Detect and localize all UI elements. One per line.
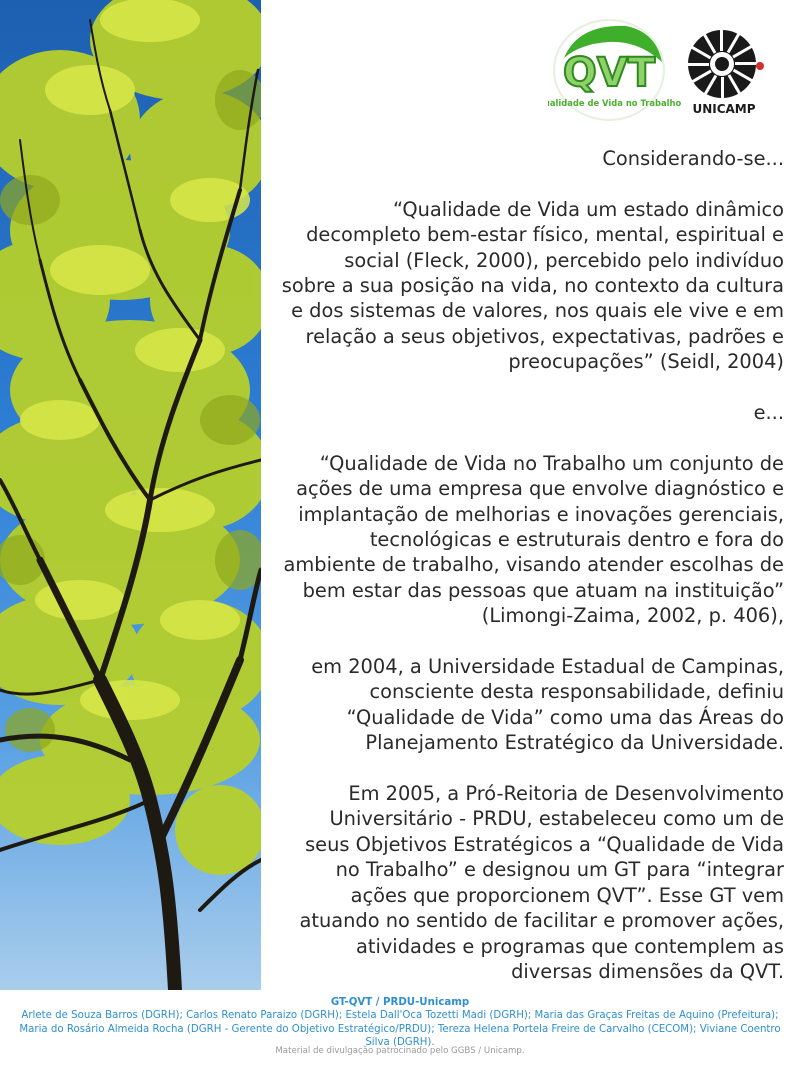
qvt-definition-paragraph: “Qualidade de Vida no Trabalho um conjunto de ações de uma empresa que envolve diagnóstico e implantação de melhorias e inovações gerenciais, tecnológicas e estruturais dentro e fora do ambiente de trabalho, visando atender escolhas de bem estar das pessoas que atuam na instituição” (Limongi-Zaima, 2002, p. 406), <box>283 451 784 628</box>
connector-paragraph: e... <box>753 401 784 425</box>
unicamp-label: UNICAMP <box>692 102 756 116</box>
credits <box>0 996 800 1050</box>
prdu-2005-paragraph: Em 2005, a Pró-Reitoria de Desenvolvimento Universitário - PRDU, estabeleceu como um de seus Objetivos Estratégicos a “Qualidade de Vida no Trabalho” e designou um GT para “integrar ações que proporcionem QVT”. Esse GT vem atuando no sentido de facilitar e promover ações, atividades e programas que contemplem as diversas dimensões da QVT. <box>299 782 784 983</box>
qv-definition-paragraph: “Qualidade de Vida um estado dinâmico decompleto bem-estar físico, mental, espiritual e social (Fleck, 2000), percebido pelo indivíduo sobre a sua posição na vida, no contexto da cultura e dos sistemas de valores, nos quais ele vive e em relação a seus objetivos, expectativas, padrões e preocupações” (Seidl, 2004) <box>281 197 784 374</box>
tree-illustration <box>0 0 261 990</box>
qvt-caption: Qualidade de Vida no Trabalho <box>548 98 682 108</box>
unicamp-logo <box>684 26 770 118</box>
credits-title: GT-QVT / PRDU-Unicamp <box>330 997 470 1008</box>
credits-names: Arlete de Souza Barros (DGRH); Carlos Renato Paraizo (DGRH); Estela Dall'Oca Tozetti Madi (DGRH); Maria das Graças Freitas de Aquino (Prefeitura); Maria do Rosário Almeida Rocha (DGRH - Gerente do Objetivo Estratégico/PRDU); Tereza Helena Portela Freire de Carvalho (CECOM); Viviane Coentro Silva (DGRH). <box>19 1010 781 1049</box>
sponsor-note: Material de divulgação patrocinado pelo GGBS / Unicamp. <box>275 1046 525 1056</box>
qvt-mark: QVT <box>562 50 656 96</box>
intro-paragraph: Considerando-se... <box>602 147 784 170</box>
main-text <box>268 146 784 984</box>
unicamp-2004-paragraph: em 2004, a Universidade Estadual de Campinas, consciente desta responsabilidade, definiu “Qualidade de Vida” como uma das Áreas do Planejamento Estratégico da Universidade. <box>311 655 784 755</box>
tree-photo <box>0 0 261 990</box>
